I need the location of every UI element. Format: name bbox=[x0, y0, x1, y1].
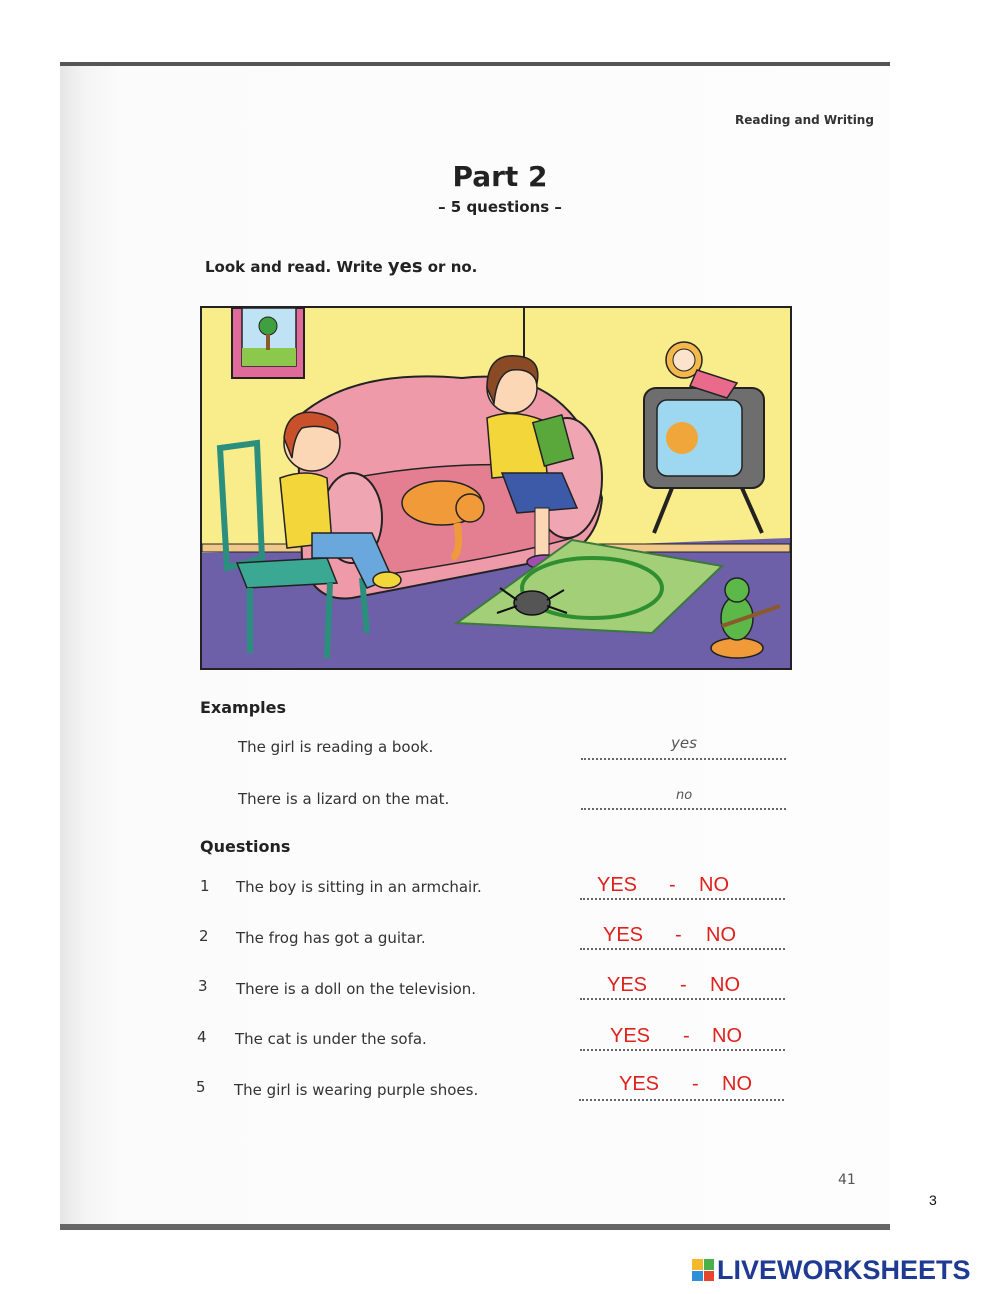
instruction-text-3: . bbox=[471, 258, 478, 276]
question-3-answer-line bbox=[580, 998, 785, 1000]
question-1-answer-line bbox=[580, 898, 785, 900]
instruction bbox=[205, 256, 477, 277]
example-2-answer-line bbox=[581, 808, 786, 810]
brand-name: LIVEWORKSHEETS bbox=[717, 1254, 971, 1285]
living-room-illustration bbox=[200, 306, 792, 670]
examples-heading: Examples bbox=[200, 698, 287, 717]
question-2-number: 2 bbox=[199, 927, 209, 945]
question-3-yes-option[interactable]: YES bbox=[607, 974, 648, 996]
liveworksheets-brand[interactable] bbox=[692, 1254, 971, 1286]
part-title: Part 2 bbox=[452, 160, 548, 193]
question-4-no-option[interactable]: NO bbox=[712, 1025, 742, 1047]
part-subtitle: – 5 questions – bbox=[438, 198, 562, 216]
example-1-answer-line bbox=[581, 758, 786, 760]
question-5-separator: - bbox=[692, 1073, 699, 1095]
question-3-separator: - bbox=[680, 974, 687, 996]
wall-picture-frame bbox=[232, 308, 304, 378]
instruction-text-2: or bbox=[422, 258, 451, 276]
question-2-separator: - bbox=[675, 924, 682, 946]
question-2-no-option[interactable]: NO bbox=[706, 924, 736, 946]
example-1-answer: yes bbox=[671, 734, 697, 752]
question-5-number: 5 bbox=[196, 1078, 206, 1096]
section-label: Reading and Writing bbox=[735, 113, 874, 127]
question-2-yes-option[interactable]: YES bbox=[603, 924, 644, 946]
question-2-answer-line bbox=[580, 948, 785, 950]
question-3-text: There is a doll on the television. bbox=[236, 980, 477, 998]
question-5-answer-line bbox=[579, 1099, 784, 1101]
question-1-no-option[interactable]: NO bbox=[699, 874, 729, 896]
example-1-text: The girl is reading a book. bbox=[238, 738, 434, 756]
question-1-yes-option[interactable]: YES bbox=[597, 874, 638, 896]
question-1-number: 1 bbox=[200, 877, 210, 895]
instruction-text-1: Look and read. Write bbox=[205, 258, 388, 276]
sheet-number: 3 bbox=[929, 1192, 937, 1208]
question-1-separator: - bbox=[669, 874, 676, 896]
question-4-yes-option[interactable]: YES bbox=[610, 1025, 651, 1047]
question-4-separator: - bbox=[683, 1025, 690, 1047]
question-5-no-option[interactable]: NO bbox=[722, 1073, 752, 1095]
question-1-text: The boy is sitting in an armchair. bbox=[236, 878, 482, 896]
question-5-text: The girl is wearing purple shoes. bbox=[234, 1081, 479, 1099]
page-number: 41 bbox=[838, 1172, 856, 1188]
questions-heading: Questions bbox=[200, 837, 291, 856]
instruction-no: no bbox=[450, 258, 472, 276]
question-3-no-option[interactable]: NO bbox=[710, 974, 740, 996]
illustration-svg bbox=[202, 308, 790, 668]
question-2-text: The frog has got a guitar. bbox=[236, 929, 426, 947]
question-4-answer-line bbox=[580, 1049, 785, 1051]
liveworksheets-logo-icon bbox=[692, 1259, 714, 1281]
question-4-number: 4 bbox=[197, 1028, 207, 1046]
example-2-answer: no bbox=[676, 788, 693, 803]
example-2-text: There is a lizard on the mat. bbox=[238, 790, 450, 808]
instruction-yes: yes bbox=[387, 256, 423, 277]
question-4-text: The cat is under the sofa. bbox=[235, 1030, 427, 1048]
question-3-number: 3 bbox=[198, 977, 208, 995]
question-5-yes-option[interactable]: YES bbox=[619, 1073, 660, 1095]
